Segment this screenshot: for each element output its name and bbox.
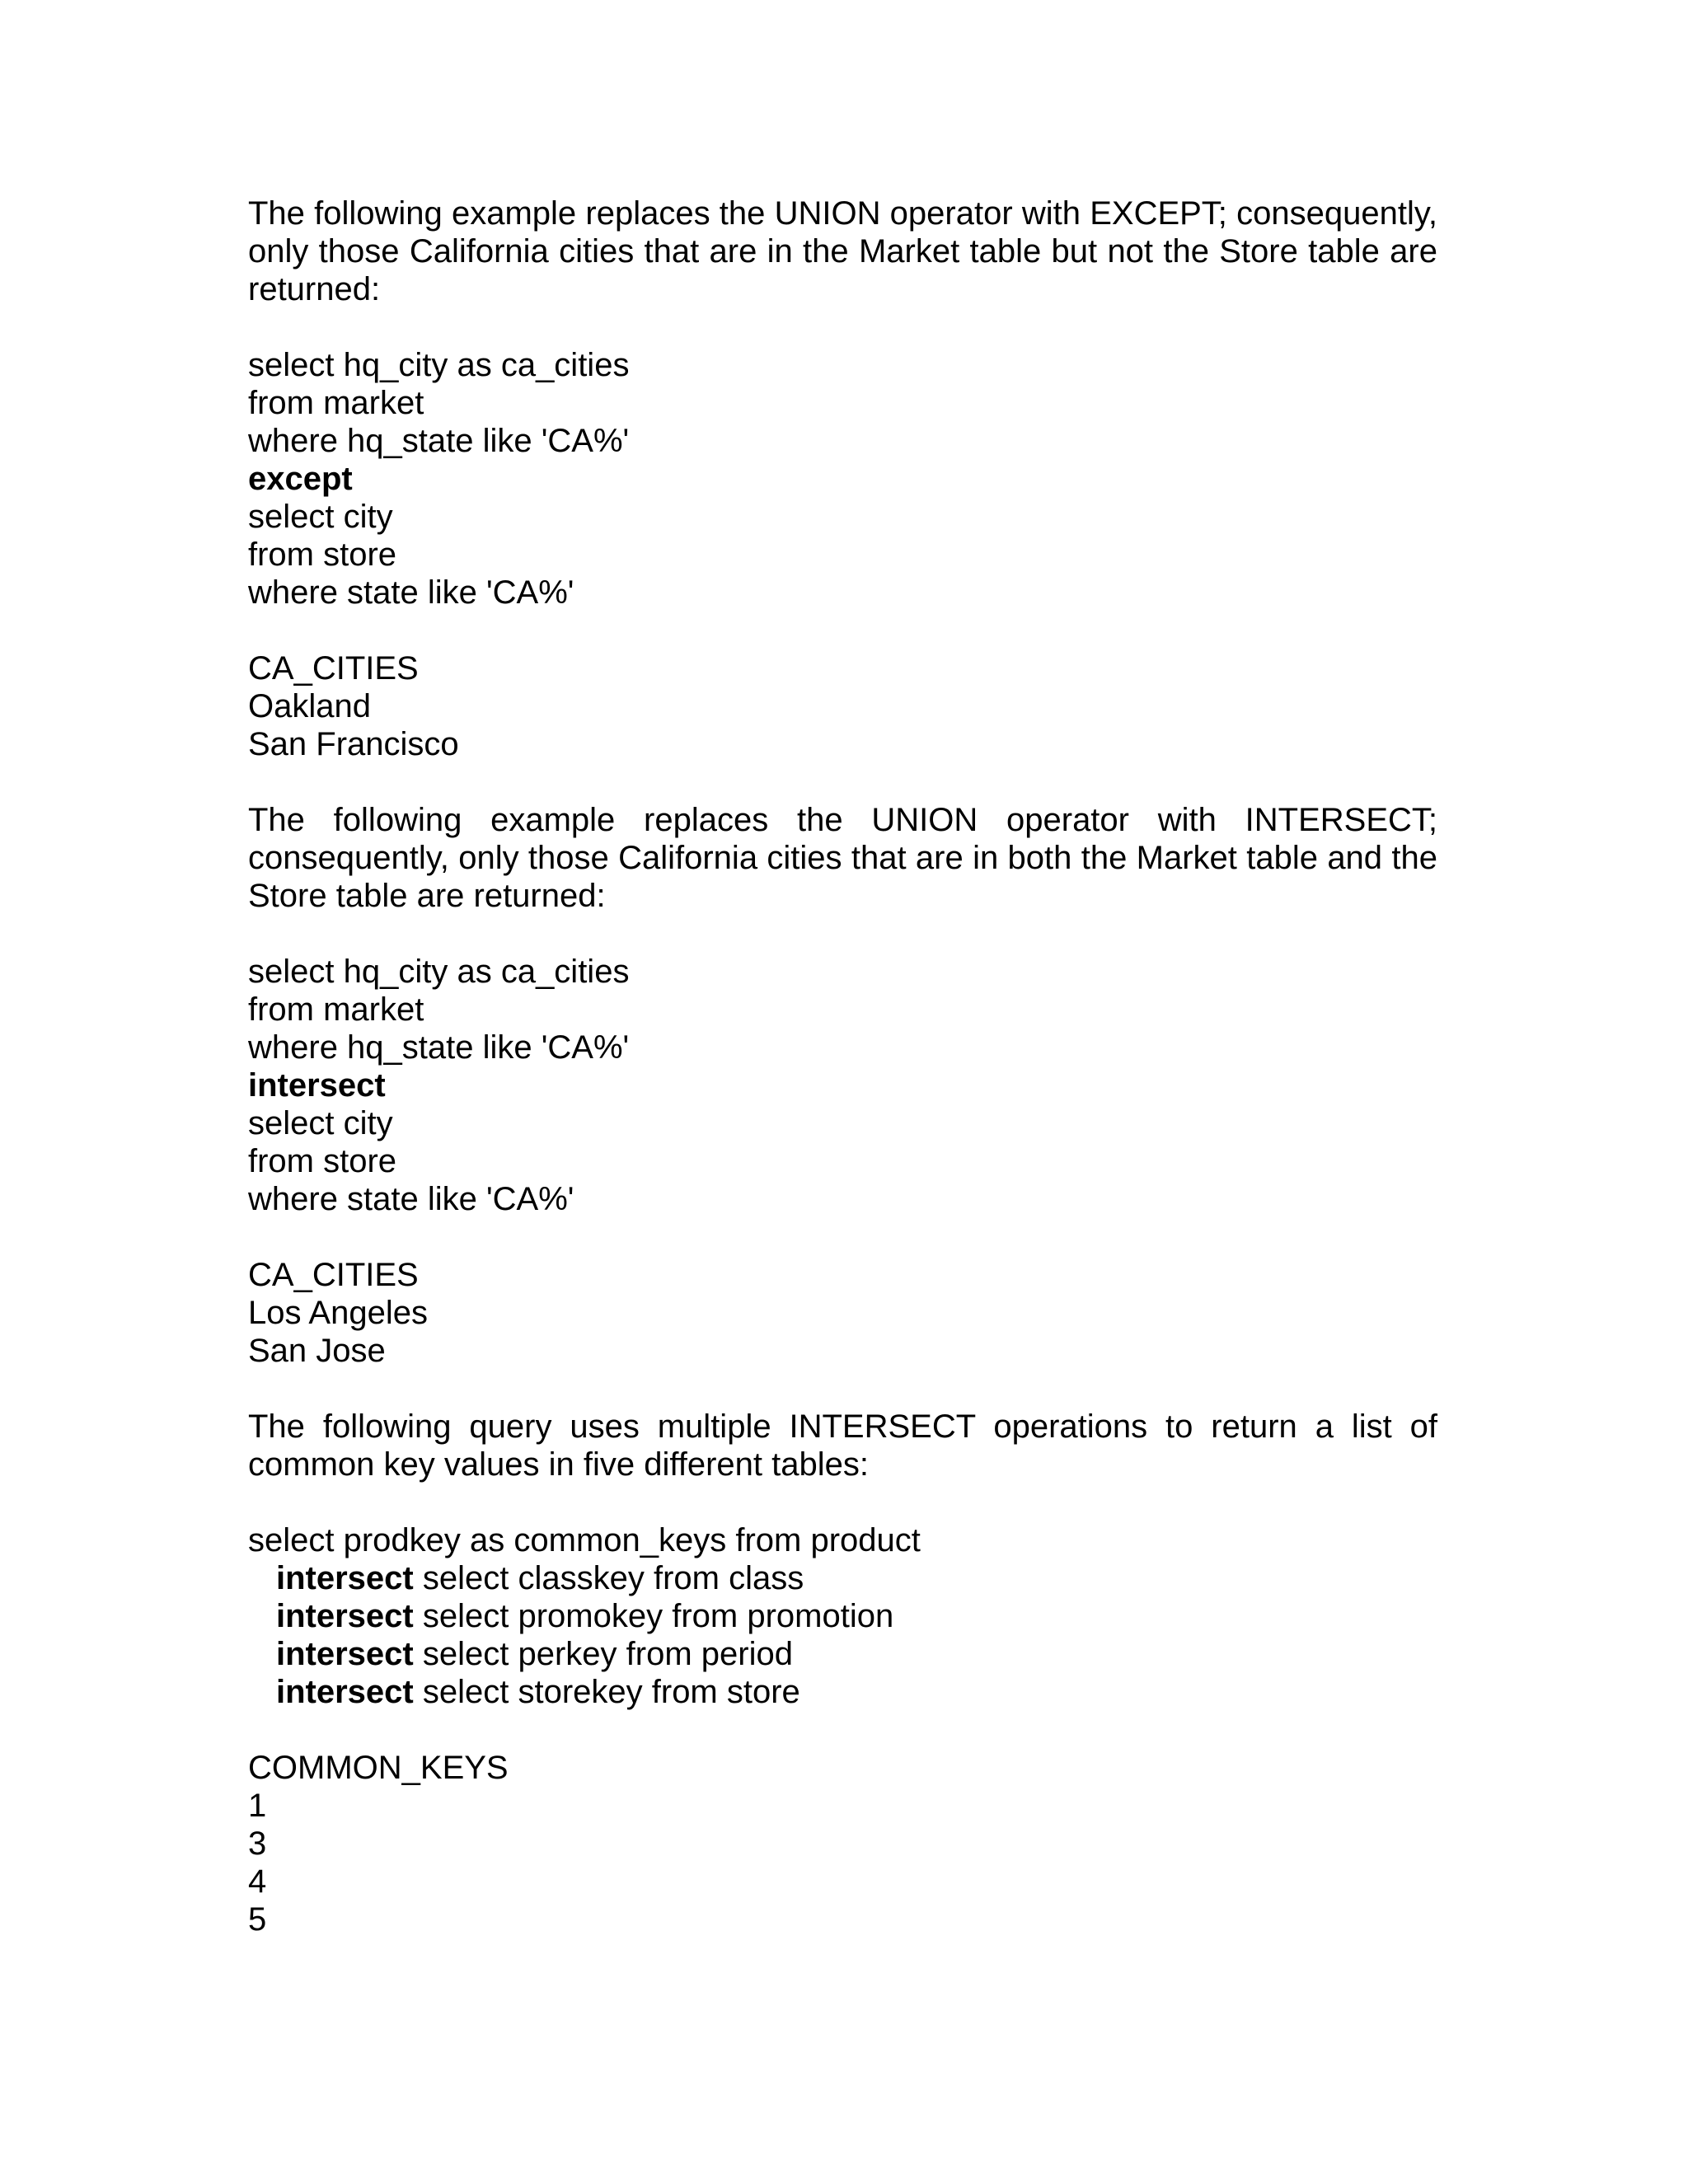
multi-intersect-result (248, 1749, 1437, 1938)
query-line: select city (248, 499, 393, 535)
query-line: from market (248, 385, 424, 421)
query-line: where hq_state like 'CA%' (248, 423, 630, 459)
result-row: 3 (248, 1825, 267, 1862)
multi-intersect-description: The following query uses multiple INTERSECT operations to return a list of common key values in five different tables: (248, 1408, 1437, 1483)
result-row: 4 (248, 1863, 267, 1900)
query-line: where hq_state like 'CA%' (248, 1029, 630, 1066)
query-clause: select perkey from period (413, 1636, 793, 1672)
query-line: where state like 'CA%' (248, 574, 574, 611)
result-row: San Jose (248, 1333, 386, 1369)
except-result (248, 649, 1437, 763)
result-header: COMMON_KEYS (248, 1750, 509, 1786)
result-row: Los Angeles (248, 1295, 428, 1331)
query-line: where state like 'CA%' (248, 1181, 574, 1217)
result-row: San Francisco (248, 726, 459, 762)
query-keyword-intersect: intersect (276, 1598, 414, 1634)
intersect-result (248, 1256, 1437, 1370)
query-keyword-intersect: intersect (276, 1636, 414, 1672)
page-content (248, 194, 1437, 1976)
except-description: The following example replaces the UNION operator with EXCEPT; consequently, only those California cities that are in the Market table but not the Store table are returned: (248, 195, 1437, 307)
query-keyword-intersect: intersect (276, 1560, 414, 1596)
query-keyword-intersect: intersect (248, 1067, 386, 1104)
result-row: Oakland (248, 688, 371, 724)
query-intersect-line (248, 1597, 1437, 1635)
except-query (248, 346, 1437, 612)
result-row: 1 (248, 1788, 267, 1824)
query-line: from store (248, 537, 397, 573)
intersect-description: The following example replaces the UNION operator with INTERSECT; consequently, only those California cities that are in both the Market table and the Store table are returned: (248, 802, 1437, 914)
result-header: CA_CITIES (248, 1257, 419, 1293)
multi-intersect-query (248, 1521, 1437, 1711)
query-line: select city (248, 1105, 393, 1141)
query-clause: select classkey from class (413, 1560, 804, 1596)
query-intersect-line (248, 1559, 1437, 1597)
query-line: select hq_city as ca_cities (248, 954, 630, 990)
result-header: CA_CITIES (248, 650, 419, 687)
query-line: from market (248, 991, 424, 1028)
query-clause: select storekey from store (413, 1674, 800, 1710)
query-keyword-except: except (248, 461, 353, 497)
result-row: 5 (248, 1901, 267, 1938)
query-line: from store (248, 1143, 397, 1179)
query-keyword-intersect: intersect (276, 1674, 414, 1710)
query-intersect-line (248, 1673, 1437, 1711)
intersect-query (248, 953, 1437, 1218)
query-clause: select promokey from promotion (413, 1598, 894, 1634)
query-line: select prodkey as common_keys from product (248, 1522, 921, 1558)
query-line: select hq_city as ca_cities (248, 347, 630, 383)
query-intersect-line (248, 1635, 1437, 1673)
